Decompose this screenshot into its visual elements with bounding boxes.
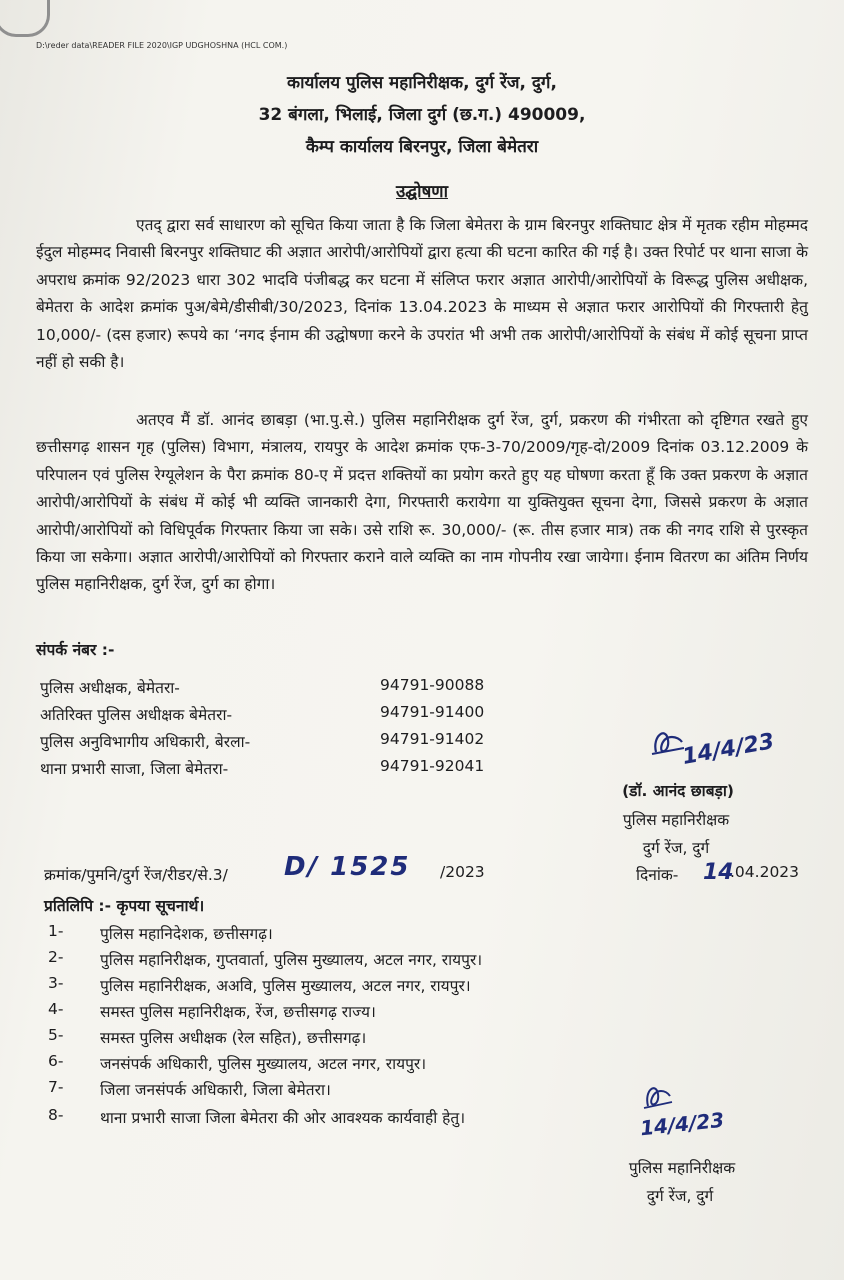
reference-date-label: दिनांक- bbox=[636, 866, 679, 884]
copy-heading bbox=[44, 894, 204, 916]
copy-heading-note: कृपया सूचनार्थ। bbox=[116, 897, 205, 915]
paragraph-2 bbox=[36, 407, 808, 599]
copy-number: 7- bbox=[48, 1078, 64, 1096]
copy-number: 2- bbox=[48, 948, 64, 966]
document-title: उद्घोषणा bbox=[395, 182, 448, 202]
reference-prefix: क्रमांक/पुमनि/दुर्ग रेंज/रीडर/से.3/ bbox=[44, 866, 228, 884]
contact-phone: 94791-91402 bbox=[380, 730, 485, 748]
reference-date-rest: .04.2023 bbox=[730, 863, 800, 881]
signature-2-date: 14/4/23 bbox=[638, 1107, 726, 1141]
office-header-line3: कैम्प कार्यालय बिरनपुर, जिला बेमेतरा bbox=[305, 137, 539, 157]
copy-number: 6- bbox=[48, 1052, 64, 1070]
paragraph-1-text: एतद् द्वारा सर्व साधारण को सूचित किया जाता है कि जिला बेमेतरा के ग्राम बिरनपुर शक्तिघाट क्षेत्र में मृतक रहीम मोहम्मद ईदुल मोहम्मद निवासी बिरनपुर शक्तिघाट की अज्ञात आरोपी/आरोपियों द्वारा हत्या की घटना कारित की गई है। उक्त रिपोर्ट पर थाना साजा के अपराध क्रमांक 92/2023 धारा 302 भादवि पंजीबद्ध कर घटना में संलिप्त फरार अज्ञात आरोपी/आरोपियों के विरूद्ध पुलिस अधीक्षक, बेमेतरा के आदेश क्रमांक पुअ/बेमे/डीसीबी/30/2023, दिनांक 13.04.2023 के माध्यम से अज्ञात फरार आरोपियों की गिरफ्तारी हेतु 10,000/- (दस हजार) रूपये का ‘नगद ईनाम की उद्घोषणा करने के उपरांत भी अभी तक आरोपी/आरोपियों के संबंध में कोई सूचना प्राप्त नहीं हो सकी है। bbox=[36, 216, 808, 372]
signature-scribble-2 bbox=[640, 1078, 676, 1114]
copy-number: 5- bbox=[48, 1026, 64, 1044]
contact-label: पुलिस अधीक्षक, बेमेतरा- bbox=[40, 679, 180, 697]
copy-number: 4- bbox=[48, 1000, 64, 1018]
signatory-name: (डॉ. आनंद छाबड़ा) bbox=[622, 782, 734, 800]
contact-phone: 94791-90088 bbox=[380, 676, 485, 694]
contact-phone: 94791-92041 bbox=[380, 757, 485, 775]
office-header-line2: 32 बंगला, भिलाई, जिला दुर्ग (छ.ग.) 490009, bbox=[258, 105, 586, 125]
copy-text: समस्त पुलिस अधीक्षक (रेल सहित), छत्तीसगढ़। bbox=[100, 1029, 367, 1047]
contact-label: अतिरिक्त पुलिस अधीक्षक बेमेतरा- bbox=[40, 706, 233, 724]
copy-number: 3- bbox=[48, 974, 64, 992]
reference-number-handwritten: D/ 1525 bbox=[284, 852, 411, 882]
copy-text: पुलिस महानिरीक्षक, गुप्तवार्ता, पुलिस मुख्यालय, अटल नगर, रायपुर। bbox=[100, 951, 483, 969]
reference-date-day: 14 bbox=[703, 860, 734, 885]
copy-heading-label: प्रतिलिपि :- bbox=[44, 897, 112, 915]
contact-label: थाना प्रभारी साजा, जिला बेमेतरा- bbox=[40, 760, 229, 778]
copy-text: समस्त पुलिस महानिरीक्षक, रेंज, छत्तीसगढ़ राज्य। bbox=[100, 1003, 376, 1021]
office-header-line1: कार्यालय पुलिस महानिरीक्षक, दुर्ग रेंज, दुर्ग, bbox=[287, 73, 557, 93]
signature-1-date: 14/4/23 bbox=[680, 729, 777, 770]
copy-number: 1- bbox=[48, 922, 64, 940]
paragraph-1 bbox=[36, 212, 808, 376]
copy-number: 8- bbox=[48, 1106, 64, 1124]
contact-phone: 94791-91400 bbox=[380, 703, 485, 721]
paper-clip bbox=[0, 0, 50, 37]
contacts-heading: संपर्क नंबर :- bbox=[36, 641, 115, 659]
footer-place: दुर्ग रेंज, दुर्ग bbox=[646, 1187, 714, 1205]
paragraph-2-text: अतएव मैं डॉ. आनंद छाबड़ा (भा.पु.से.) पुलिस महानिरीक्षक दुर्ग रेंज, दुर्ग, प्रकरण की गंभीरता को दृष्टिगत रखते हुए छत्तीसगढ़ शासन गृह (पुलिस) विभाग, मंत्रालय, रायपुर के आदेश क्रमांक एफ-3-70/2009/गृह-दो/2009 दिनांक 03.12.2009 के परिपालन एवं पुलिस रेग्यूलेशन के पैरा क्रमांक 80-ए में प्रदत्त शक्तियों का प्रयोग करते हुए यह घोषणा करता हूँ कि उक्त प्रकरण के अज्ञात आरोपी/आरोपियों के संबंध में कोई भी व्यक्ति जानकारी देगा, गिरफ्तारी करायेगा या युक्तियुक्त सूचना देगा, जिससे प्रकरण के अज्ञात आरोपी/आरोपियों को विधिपूर्वक गिरफ्तार किया जा सके। उसे राशि रू. 30,000/- (रू. तीस हजार मात्र) तक की नगद राशि से पुरस्कृत किया जा सकेगा। अज्ञात आरोपी/आरोपियों को गिरफ्तार कराने वाले व्यक्ति का नाम गोपनीय रखा जायेगा। ईनाम वितरण का अंतिम निर्णय पुलिस महानिरीक्षक, दुर्ग रेंज, दुर्ग का होगा। bbox=[36, 411, 808, 594]
copy-text: थाना प्रभारी साजा जिला बेमेतरा की ओर आवश्यक कार्यवाही हेतु। bbox=[100, 1109, 466, 1127]
footer-designation: पुलिस महानिरीक्षक bbox=[628, 1159, 736, 1177]
signatory-designation: पुलिस महानिरीक्षक bbox=[622, 811, 730, 829]
copy-text: पुलिस महानिदेशक, छत्तीसगढ़। bbox=[100, 925, 273, 943]
signatory-place: दुर्ग रेंज, दुर्ग bbox=[642, 839, 710, 857]
file-path: D:\reder data\READER FILE 2020\IGP UDGHOSHNA (HCL COM.) bbox=[36, 41, 288, 50]
reference-year: /2023 bbox=[440, 863, 485, 881]
copy-text: जनसंपर्क अधिकारी, पुलिस मुख्यालय, अटल नगर, रायपुर। bbox=[100, 1055, 427, 1073]
copy-text: पुलिस महानिरीक्षक, अअवि, पुलिस मुख्यालय, अटल नगर, रायपुर। bbox=[100, 977, 471, 995]
contact-label: पुलिस अनुविभागीय अधिकारी, बेरला- bbox=[40, 733, 251, 751]
copy-text: जिला जनसंपर्क अधिकारी, जिला बेमेतरा। bbox=[100, 1081, 331, 1099]
